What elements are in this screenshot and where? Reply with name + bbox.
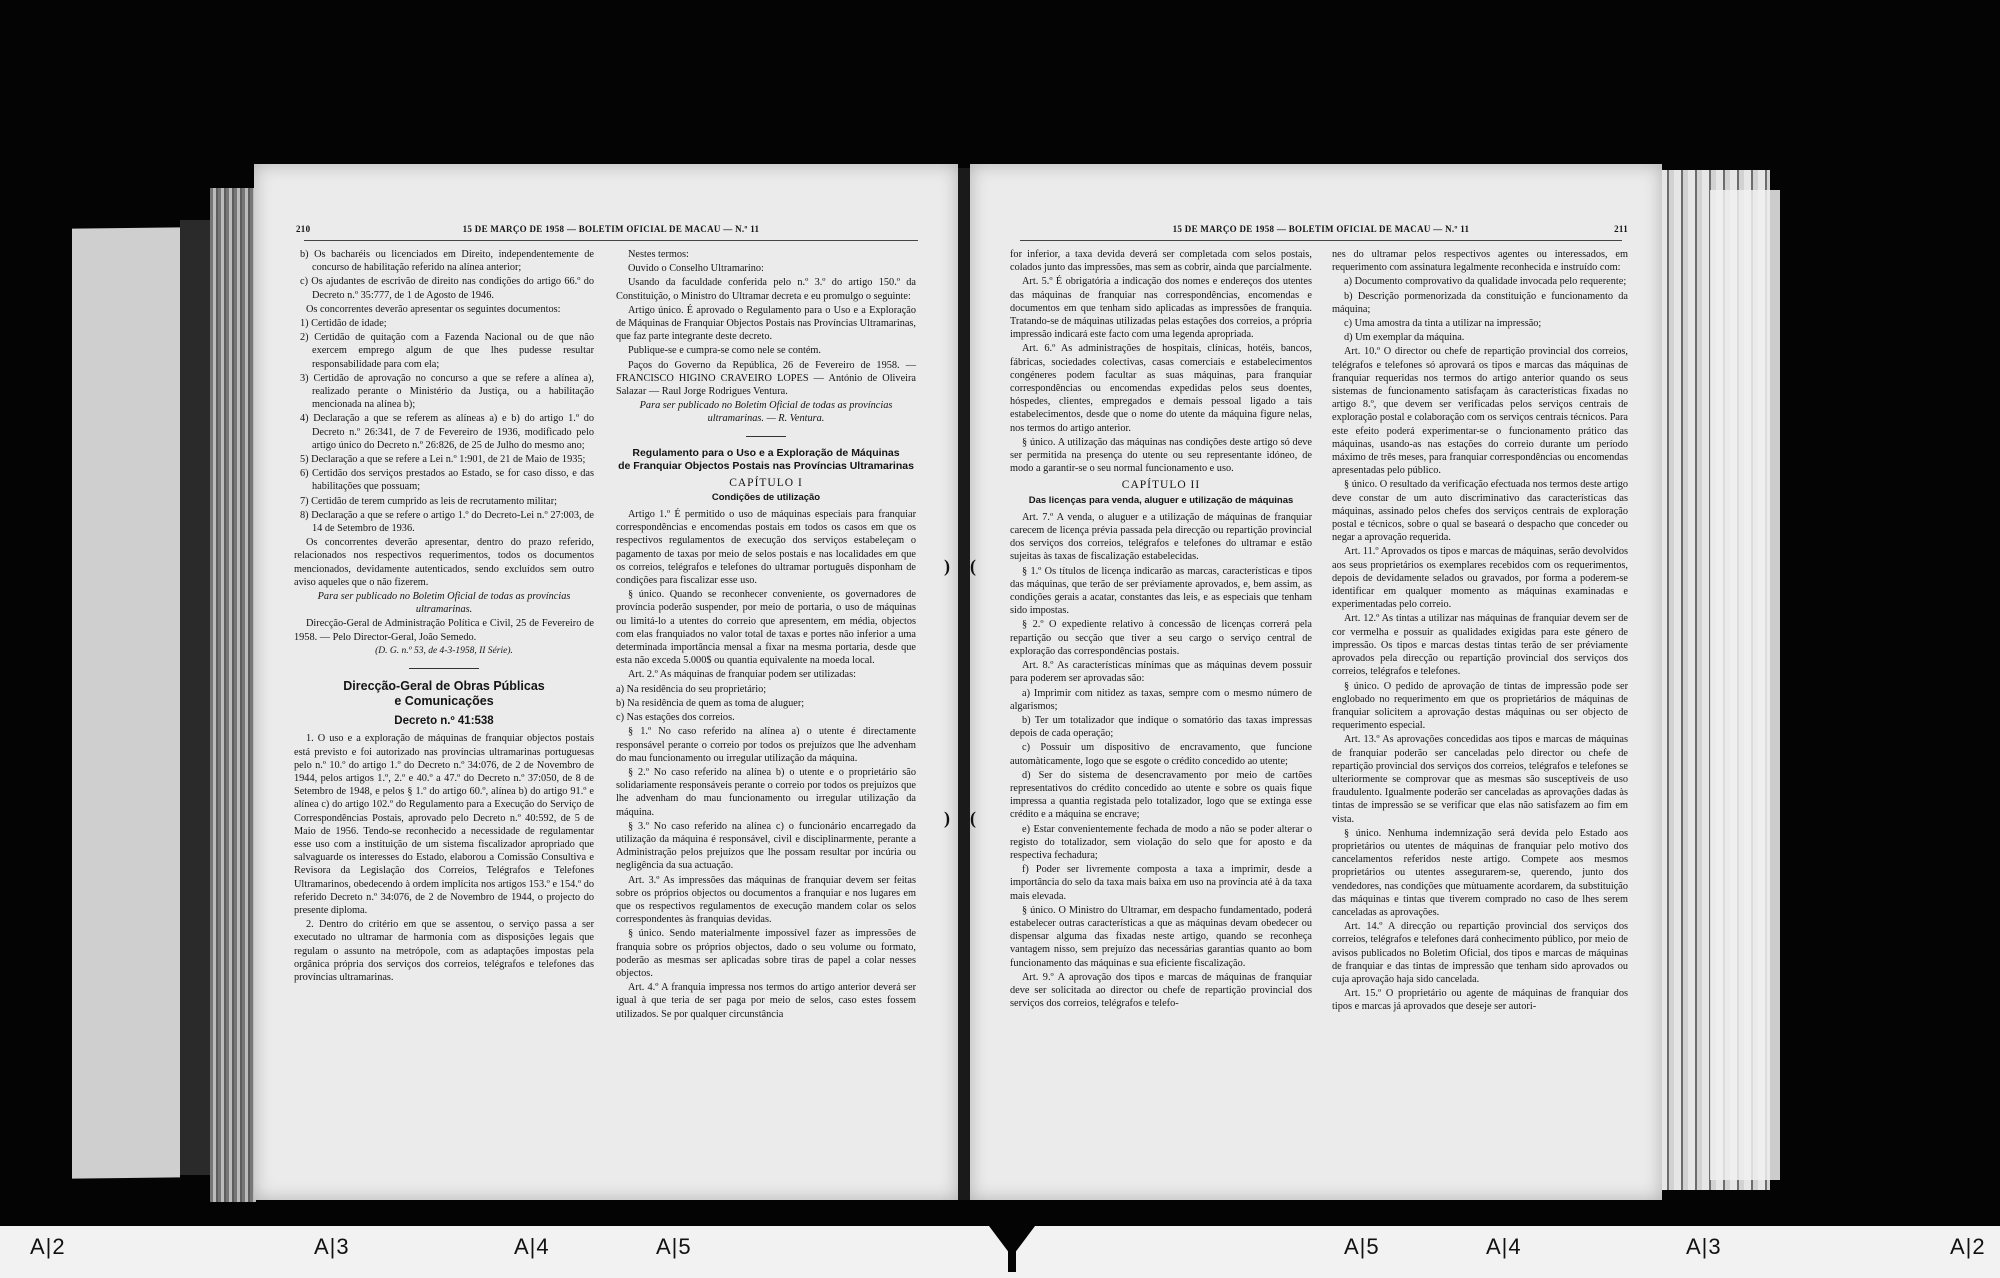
article: Art. 2.º As máquinas de franquiar podem ser utilizadas: bbox=[628, 669, 856, 681]
article: Art. 13.º As aprovações concedidas aos tipos e marcas de máquinas de franquiar poderão ser canceladas pelo director ou chefe de repartição provincial dos serviços dos correios, telégrafos e telefones se ulteriormente se comprovar que as mesmas são susceptíveis de uso fraudulento. Igualmente poderão ser canceladas as aprovações dadas às tintas de impressão se se verificar que elas não satisfazem ao fim em vista. bbox=[1332, 734, 1628, 825]
list-item: b) Os bacharéis ou licenciados em Direito, independentemente de concurso de habilitação referido na alínea anterior; bbox=[300, 249, 594, 274]
article: Art. 6.º As administrações de hospitais, clínicas, hotéis, bancos, fábricas, sociedades colectivas, casas comerciais e estabelecimentos congéneres podem facultar as suas máquinas, para franquiar correspondências ou encomendas expedidas pelos seus doentes, hóspedes, clientes, empregados e demais pessoal ligado a tais estabelecimentos, desde que o nome do utente da máquina figure nelas, nos termos do artigo anterior. bbox=[1010, 343, 1312, 434]
article: Art. 4.º A franquia impressa nos termos do artigo anterior deverá ser igual à que teria de ser paga por meio de selos, caso estes fossem utilizados. Se por qualquer circunstância bbox=[616, 982, 916, 1020]
frame-mark: A|2 bbox=[30, 1234, 66, 1259]
paragraph: Paços do Governo da República, 26 de Fevereiro de 1958. — FRANCISCO HIGINO CRAVEIRO LOPES — António de Oliveira Salazar — Raul Jorge Rodrigues Ventura. bbox=[616, 359, 916, 398]
reference: (D. G. n.º 53, de 4-3-1958, II Série). bbox=[375, 645, 513, 656]
binding-mark: ( bbox=[970, 556, 976, 576]
film-edge-right bbox=[1710, 190, 1780, 1180]
article: Art. 5.º É obrigatória a indicação dos nomes e endereços dos utentes das máquinas de franquiar nas correspondências, encomendas e documentos em que tenham sido aplicadas as impressões de franquia. Tratando-se de máquinas utilizadas pelas estações dos correios, a própria impressão indicará este facto com uma legenda apropriada. bbox=[1010, 276, 1312, 341]
binding-mark: ) bbox=[944, 556, 950, 576]
book-gutter bbox=[958, 168, 970, 1200]
signature: Direcção-Geral de Administração Política e Civil, 25 de Fevereiro de 1958. — Pelo Director-Geral, João Semedo. bbox=[294, 618, 594, 643]
list-item: 7) Certidão de terem cumprido as leis de recrutamento militar; bbox=[300, 495, 558, 507]
left-column-2 bbox=[616, 248, 916, 1022]
frame-mark: A|5 bbox=[1344, 1234, 1380, 1259]
paragraph: for inferior, a taxa devida deverá ser completada com selos postais, colados junto das impressões, mas sem as cobrir, ainda que parcialmente. bbox=[1010, 249, 1312, 274]
page-number: 211 bbox=[1614, 224, 1628, 234]
publication-note: Para ser publicado no Boletim Oficial de todas as províncias ultramarinas. bbox=[317, 591, 571, 616]
frame-mark: A|3 bbox=[314, 1234, 350, 1259]
frame-mark: A|5 bbox=[656, 1234, 692, 1259]
paragraph: Ouvido o Conselho Ultramarino: bbox=[628, 263, 764, 275]
film-edge-left bbox=[72, 227, 180, 1178]
paragraph: § 2.º O expediente relativo à concessão de licenças correrá pela repartição ou secção que tiver a seu cargo o serviço central de exploração das correspondências postais. bbox=[1010, 619, 1312, 657]
list-item: 6) Certidão dos serviços prestados ao Estado, se for caso disso, e das habilitações que possuam; bbox=[300, 468, 594, 493]
list-item: b) Descrição pormenorizada da constituição e funcionamento da máquina; bbox=[1332, 290, 1628, 315]
paragraph: § único. Quando se reconhecer conveniente, os governadores de província poderão suspender, por meio de portaria, o uso de máquinas ou limitá-lo a utentes do correio que apresentem, em média, objectos com elas franquiados no valor total de taxas e portes não inferior a uma determinada importância mensal a fixar na mesma portaria, desde que esta não exceda 5.000$ ou quantia equivalente na moeda local. bbox=[616, 589, 916, 667]
book-page-stack-left bbox=[210, 188, 256, 1202]
list-item: 4) Declaração a que se referem as alíneas a) e b) do artigo 1.º do Decreto n.º 26:341, de 7 de Fevereiro de 1936, modificado pelo artigo único do Decreto n.º 26:826, de 25 de Julho do mesmo ano; bbox=[300, 413, 594, 451]
article: Art. 10.º O director ou chefe de repartição provincial dos correios, telégrafos e telefones só aprovará os tipos e marcas das máquinas de franquiar requeridas nos termos do artigo anterior quando os seus sistemas de funcionamento satisfaçam às características fixadas no artigo 8.º, que devem ser verificadas pelos serviços centrais de exploração postal e colaboração com os serviços centrais técnicos. Para este efeito poderá experimentar-se o funcionamento prático das máquinas, usando-as nas estações do correio durante um período máximo de três meses, para franquiar correspondências ou encomendas apresentadas pelo público. bbox=[1332, 346, 1628, 477]
chapter-subheading: Das licenças para venda, aluguer e utilização de máquinas bbox=[1028, 494, 1294, 506]
frame-mark: A|2 bbox=[1950, 1234, 1986, 1259]
chapter-heading: CAPÍTULO I bbox=[729, 476, 803, 489]
article: Art. 7.º A venda, o aluguer e a utilização de máquinas de franquiar carecem de licença prévia passada pela direcção ou repartição provincial dos serviços dos correios, telégrafos e telefones do ultramar e estão sujeitas às taxas de fiscalização estabelecidas. bbox=[1010, 511, 1312, 563]
article: Art. 9.º A aprovação dos tipos e marcas de máquinas de franquiar deve ser solicitada ao director ou chefe de repartição provincial dos serviços dos correios, telégrafos e telefo- bbox=[1010, 971, 1312, 1010]
paragraph: § único. O resultado da verificação efectuada nos termos deste artigo deve constar de um auto discriminativo das características das máquinas, assinado pelos chefes dos serviços centrais de exploração postal e técnicos, sobre o qual se baseará o despacho que conceder ou negar a aprovação requerida. bbox=[1332, 479, 1628, 544]
list-item: d) Ser do sistema de desencravamento por meio de cartões representativos do crédito concedido ao utente e sobre os quais fique impressa a quantia registada pelo totalizador, logo que se extinga esse crédito e a máquina se encrave; bbox=[1010, 769, 1312, 821]
article: Art. 14.º A direcção ou repartição provincial dos serviços dos correios, telégrafos e telefones dará conhecimento público, por meio de avisos publicados no Boletim Oficial, dos tipos e marcas de máquinas de franquiar e das tintas de impressão que tenham sido aprovados ou cuja aprovação haja sido cancelada. bbox=[1332, 921, 1628, 985]
list-item: a) Imprimir com nitidez as taxas, sempre com o mesmo número de algarismos; bbox=[1010, 687, 1312, 712]
paragraph: § único. A utilização das máquinas nas condições deste artigo só deve ser permitida na presença do utente ou seu representante idóneo, de modo a garantir-se o seu normal funcionamento e uso. bbox=[1010, 436, 1312, 475]
list-item: c) Os ajudantes de escrivão de direito nas condições do artigo 66.º do Decreto n.º 35:777, de 1 de Agosto de 1946. bbox=[300, 276, 594, 301]
header-title: 15 DE MARÇO DE 1958 — BOLETIM OFICIAL DE MACAU — N.º 11 bbox=[1172, 224, 1470, 234]
left-page bbox=[254, 164, 958, 1200]
list-item: a) Na residência do seu proprietário; bbox=[616, 683, 767, 695]
right-column-2 bbox=[1332, 248, 1628, 1015]
frame-mark: A|4 bbox=[1486, 1234, 1522, 1259]
paragraph: § 1.º No caso referido na alínea a) o utente é directamente responsável perante o correio por todos os prejuízos que lhe advenham do mau funcionamento ou irregular utilização da máquina. bbox=[616, 726, 916, 764]
film-notch bbox=[986, 1222, 1010, 1254]
section-title bbox=[294, 679, 594, 709]
article: Art. 12.º As tintas a utilizar nas máquinas de franquiar devem ser de cor vermelha e possuir as qualidades exigidas para este género de impressão. Os tipos e marcas destas tintas terão de ser préviamente aprovados pela direcção ou repartição provincial dos serviços dos correios, telégrafos e telefones. bbox=[1332, 613, 1628, 678]
list-item: c) Nas estações dos correios. bbox=[616, 712, 735, 724]
running-header bbox=[1020, 224, 1628, 241]
paragraph: Usando da faculdade conferida pelo n.º 3.º do artigo 150.º da Constituição, o Ministro do Ultramar decreta e eu promulgo o seguinte: bbox=[616, 277, 916, 302]
paragraph: § único. Sendo materialmente impossível fazer as impressões de franquia sobre os próprios objectos, dado o seu volume ou formato, poderão as mesmas ser aplicadas sobre tiras de papel a colar nesses objectos. bbox=[616, 928, 916, 979]
right-column-1 bbox=[1010, 248, 1312, 1011]
paragraph: § 1.º Os títulos de licença indicarão as marcas, características e tipos das máquinas, que terão de ser préviamente aprovados, e, bem assim, as condições gerais a acatar, constantes das leis, e as especiais que tenham sido impostas. bbox=[1010, 565, 1312, 617]
paragraph: 1. O uso e a exploração de máquinas de franquiar objectos postais está previsto e foi autorizado nas províncias ultramarinas portuguesas pelo n.º 10.º do artigo 1.º do Decreto n.º 34:076, de 2 de Novembro de 1944, pelos artigos 1.º, 2.º e 40.º a 47.º do Decreto n.º 37:050, de 8 de Setembro de 1948, e pelos § 1.º do artigo 60.º, alínea b) do artigo 91.º e alínea c) do artigo 102.º do Regulamento para a Execução do Serviço de Correspondências Postais, aprovado pelo Decreto n.º 40:592, de 5 de Maio de 1956. Tendo-se reconhecido a necessidade de regulamentar esse uso com a instituição de um sistema fiscalizador apropriado que salvaguarde os interesses do Estado, elaborou a Comissão Consultiva e Revisora da Legislação dos Correios, Telégrafos e Telefones Ultramarinos, obedecendo à ordem implícita nos artigos 153.º e 154.º do referido Decreto n.º 34:076, de 2 de Novembro de 1944, o projecto do presente diploma. bbox=[294, 733, 594, 916]
list-item: c) Possuir um dispositivo de encravamento, que funcione automàticamente, logo que se esgote o crédito concedido ao utente; bbox=[1010, 742, 1312, 767]
binding-mark: ( bbox=[970, 808, 976, 828]
film-notch bbox=[1014, 1222, 1038, 1254]
frame-mark: A|4 bbox=[514, 1234, 550, 1259]
list-item: a) Documento comprovativo da qualidade invocada pelo requerente; bbox=[1344, 276, 1627, 288]
list-item: b) Ter um totalizador que indique o somatório das taxas impressas depois de cada operação; bbox=[1010, 714, 1312, 740]
paragraph: § 2.º No caso referido na alínea b) o utente e o proprietário são solidariamente responsáveis perante o correio por todos os prejuízos que lhe advenham do mau funcionamento ou irregular utilização da máquina. bbox=[616, 766, 916, 818]
left-column-1 bbox=[294, 248, 594, 985]
paragraph: Publique-se e cumpra-se como nele se contém. bbox=[628, 345, 822, 357]
page-number: 210 bbox=[296, 224, 311, 234]
book-spine-shadow bbox=[180, 220, 210, 1175]
binding-mark: ) bbox=[944, 808, 950, 828]
paragraph: 2. Dentro do critério em que se assentou, o serviço passa a ser executado no ultramar de harmonia com as disposições legais que regulam o assunto na metrópole, com as adaptações impostas pela orgânica própria dos serviços dos correios, telégrafos e telefones das províncias ultramarinas. bbox=[294, 919, 594, 983]
list-item: e) Estar convenientemente fechada de modo a não se poder alterar o registo do totalizador, sem violação do selo que for aposto e da respectiva fechadura; bbox=[1010, 823, 1312, 861]
paragraph: nes do ultramar pelos respectivos agentes ou interessados, em requerimento com assinatura legalmente reconhecida e instruído com: bbox=[1332, 249, 1628, 274]
regulation-title bbox=[616, 447, 916, 473]
chapter-subheading: Condições de utilização bbox=[711, 491, 821, 503]
list-item: f) Poder ser livremente composta a taxa a imprimir, desde a importância do selo da taxa mais baixa em uso na província até à da taxa mais elevada. bbox=[1010, 864, 1312, 902]
list-item: b) Na residência de quem as toma de aluguer; bbox=[616, 697, 805, 709]
paragraph: Nestes termos: bbox=[628, 249, 689, 260]
list-item: 2) Certidão de quitação com a Fazenda Nacional ou de que não exercem emprego algum de que lhes pudesse resultar responsabilidade para com ela; bbox=[300, 332, 594, 370]
list-item: 5) Declaração a que se refere a Lei n.º 1:901, de 21 de Maio de 1935; bbox=[300, 454, 586, 466]
list-item: 3) Certidão de aprovação no concurso a que se refere a alínea a), realizado perante o Ministério da Justiça, ou a habilitação mencionada na alínea b); bbox=[300, 372, 594, 411]
section-title-line: e Comunicações bbox=[394, 694, 494, 709]
list-item: 8) Declaração a que se refere o artigo 1.º do Decreto-Lei n.º 27:003, de 14 de Setembro de 1936. bbox=[300, 509, 594, 535]
article: Art. 8.º As características mínimas que as máquinas devem possuir para poderem ser aprovadas são: bbox=[1010, 660, 1312, 685]
paragraph: § 3.º No caso referido na alínea c) o funcionário encarregado da utilização da máquina é responsável, civil e disciplinarmente, perante a Administração pelos prejuízos que lhe possam resultar por incúria ou negligência da sua actuação. bbox=[616, 820, 916, 872]
decree-title: Decreto n.º 41:538 bbox=[394, 715, 494, 728]
paragraph: § único. Nenhuma indemnização será devida pelo Estado aos proprietários ou utentes de máquinas de franquiar pelo motivo dos cancelamentos referidos neste artigo. Compete aos mesmos proprietários ou utentes assegurarem-se, querendo, junto dos vendedores, nas condições que mùtuamente acordarem, da substituição das máquinas e tintas que tiverem comprado no caso de lhes serem canceladas as aprovações. bbox=[1332, 827, 1628, 918]
running-header bbox=[296, 224, 918, 241]
chapter-heading: CAPÍTULO II bbox=[1121, 479, 1201, 492]
right-page bbox=[970, 164, 1662, 1200]
divider bbox=[746, 436, 786, 437]
article: Art. 11.º Aprovados os tipos e marcas de máquinas, serão devolvidos aos seus proprietários os exemplares recebidos com os requerimentos, depois de devidamente selados ou gravados, por forma a poderem-se identificar em qualquer momento as máquinas examinadas e experimentadas pelo correio. bbox=[1332, 546, 1628, 611]
regulation-title-line: de Franquiar Objectos Postais nas Províncias Ultramarinas bbox=[618, 459, 914, 472]
list-item: 1) Certidão de idade; bbox=[300, 318, 387, 330]
header-title: 15 DE MARÇO DE 1958 — BOLETIM OFICIAL DE MACAU — N.º 11 bbox=[462, 224, 760, 234]
paragraph: § único. O pedido de aprovação de tintas de impressão pode ser englobado no requerimento em que os proprietários de máquinas de franquiar solicitem a aprovação destas máquinas ou ser objecto de requerimento especial. bbox=[1332, 680, 1628, 732]
film-notch bbox=[1008, 1222, 1016, 1272]
paragraph: § único. O Ministro do Ultramar, em despacho fundamentado, poderá estabelecer outras características a que as máquinas devam obedecer ou dispensar alguma das fixadas neste artigo, quando se reconheça vantagem nisso, sem prejuízo das necessárias garantias quanto ao bom funcionamento das máquinas e sua eficiente fiscalização. bbox=[1010, 904, 1312, 969]
article: Art. 15.º O proprietário ou agente de máquinas de franquiar dos tipos e marcas já aprovados que deseje ser autori- bbox=[1332, 988, 1628, 1013]
article: Art. 3.º As impressões das máquinas de franquiar devem ser feitas sobre os próprios objectos ou documentos a franquiar e nos lugares em que os respectivos regulamentos de execução mandem colar os selos correspondentes às franquias devidas. bbox=[616, 874, 916, 926]
article: Artigo 1.º É permitido o uso de máquinas especiais para franquiar correspondências e encomendas postais em todos os casos em que os respectivos regulamentos de execução dos serviços estabeleçam o pagamento de taxas por meio de selos postais e nas localidades em que os correios, telégrafos e telefones do ultramar português disponham de condições para fiscalizar esse uso. bbox=[616, 509, 916, 587]
list-item: d) Um exemplar da máquina. bbox=[1344, 332, 1465, 344]
paragraph: Os concorrentes deverão apresentar os seguintes documentos: bbox=[306, 303, 561, 315]
publication-note: Para ser publicado no Boletim Oficial de todas as províncias ultramarinas. — R. Ventura. bbox=[639, 400, 893, 425]
paragraph: Os concorrentes deverão apresentar, dentro do prazo referido, relacionados nos respectivos requerimentos, todos os documentos mencionados, devidamente autenticados, sendo excluídos sem outro aviso aqueles que o não fizerem. bbox=[294, 537, 594, 588]
paragraph: Artigo único. É aprovado o Regulamento para o Uso e a Exploração de Máquinas de Franquiar Objectos Postais nas Províncias Ultramarinas, que faz parte integrante deste decreto. bbox=[616, 304, 916, 343]
list-item: c) Uma amostra da tinta a utilizar na impressão; bbox=[1344, 318, 1542, 330]
divider bbox=[409, 668, 479, 669]
section-title-line: Direcção-Geral de Obras Públicas bbox=[343, 679, 545, 694]
frame-mark: A|3 bbox=[1686, 1234, 1722, 1259]
regulation-title-line: Regulamento para o Uso e a Exploração de Máquinas bbox=[632, 446, 900, 459]
